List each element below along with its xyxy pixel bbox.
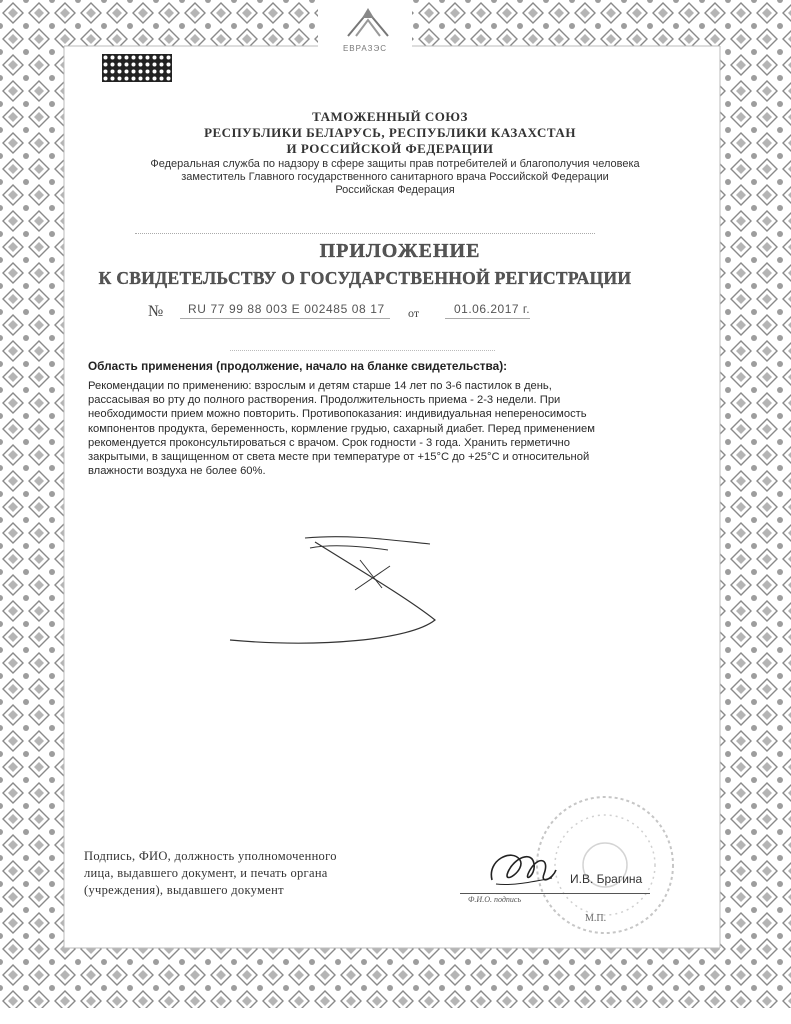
signatory-name: И.В. Брагина bbox=[570, 872, 643, 886]
date-underline bbox=[445, 318, 530, 319]
footer-line: Подпись, ФИО, должность уполномоченного bbox=[84, 849, 337, 863]
document-title: ПРИЛОЖЕНИЕ bbox=[319, 240, 481, 262]
handwritten-signature bbox=[482, 840, 562, 895]
eaeu-emblem-icon bbox=[340, 6, 396, 42]
footer-line: (учреждения), выдавшего документ bbox=[84, 883, 284, 897]
content-rule bbox=[230, 350, 495, 351]
footer-line: лица, выдавшего документ, и печать органа bbox=[84, 866, 328, 880]
certificate-date: 01.06.2017 г. bbox=[454, 302, 531, 316]
content-line: закрытыми, в защищенном от света месте при температуре от +15°С до +25°С и относительной bbox=[88, 451, 590, 464]
emblem-caption: ЕВРАЗЭС bbox=[342, 44, 388, 53]
document-subtitle: К СВИДЕТЕЛЬСТВУ О ГОСУДАРСТВЕННОЙ РЕГИСТРАЦИИ bbox=[98, 268, 632, 288]
content-line: рассасывая во рту до полного растворения. Продолжительность приема - 2-3 недели. При bbox=[88, 394, 561, 407]
authority-line-2: заместитель Главного государственного санитарного врача Российской Федерации bbox=[181, 171, 609, 183]
certificate-number: RU 77 99 88 003 E 002485 08 17 bbox=[188, 302, 385, 316]
authority-line-3: Российская Федерация bbox=[335, 184, 455, 196]
section-title: Область применения (продолжение, начало на бланке свидетельства): bbox=[88, 359, 508, 373]
header-federation: И РОССИЙСКОЙ ФЕДЕРАЦИИ bbox=[286, 141, 494, 156]
content-line: рекомендуется проконсультироваться с врачом. Срок годности - 3 года. Хранить герметично bbox=[88, 436, 570, 449]
header-union: ТАМОЖЕННЫЙ СОЮЗ bbox=[312, 109, 468, 124]
content-line: Рекомендации по применению: взрослым и детям старше 14 лет по 3-6 пастилок в день, bbox=[88, 380, 552, 392]
date-label: от bbox=[408, 306, 420, 320]
stamp-label: М.П. bbox=[585, 913, 607, 924]
content-body bbox=[88, 379, 708, 478]
content-line: необходимости прием можно повторить. Противопоказания: индивидуальная непереносимость bbox=[88, 408, 587, 421]
content-line: компонентов продукта, беременность, кормление грудью, сахарный диабет. Перед применением bbox=[88, 422, 595, 435]
footer-caption bbox=[84, 848, 337, 899]
header-republics: РЕСПУБЛИКИ БЕЛАРУСЬ, РЕСПУБЛИКИ КАЗАХСТАН bbox=[204, 125, 576, 140]
number-underline bbox=[180, 318, 390, 319]
number-label: № bbox=[148, 303, 164, 320]
header-rule bbox=[135, 233, 595, 234]
security-pattern-block bbox=[102, 54, 172, 82]
signature-line bbox=[460, 893, 650, 894]
fio-label: Ф.И.О. подпись bbox=[468, 895, 522, 904]
content-line: влажности воздуха не более 60%. bbox=[88, 465, 266, 478]
cancellation-z-mark bbox=[220, 520, 460, 660]
authority-line-1: Федеральная служба по надзору в сфере защиты прав потребителей и благополучия человека bbox=[150, 158, 640, 170]
